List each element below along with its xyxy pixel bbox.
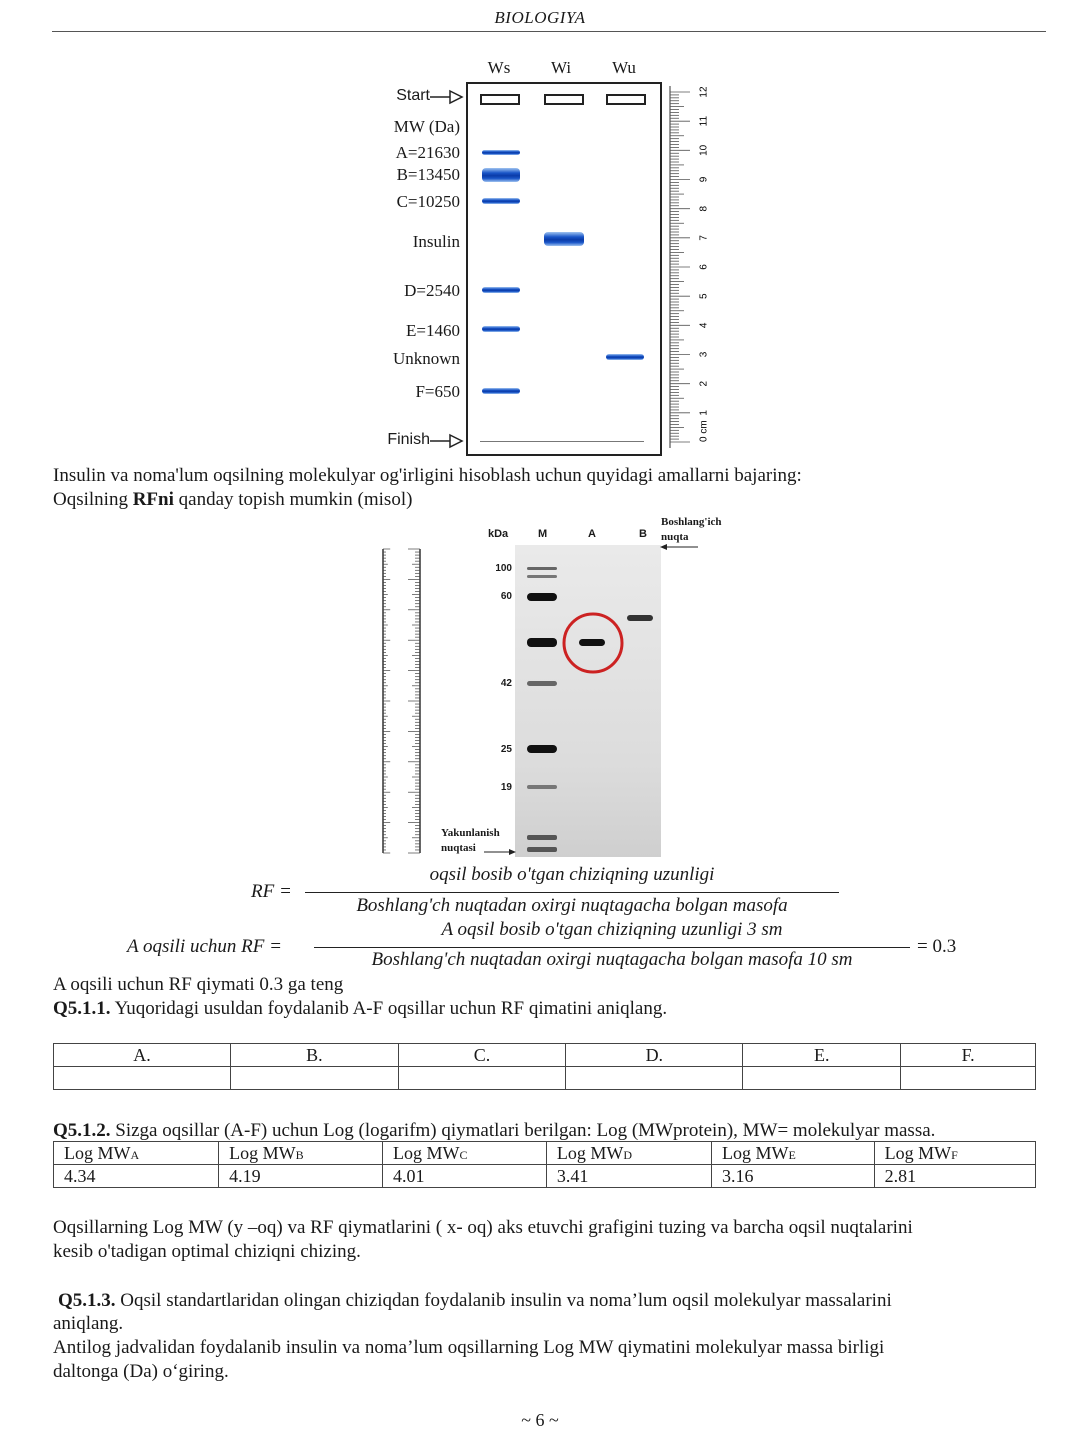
intro-line-1: Insulin va noma'lum oqsilning molekulyar og'irligini hisoblash uchun quyidagi amallarni bajaring: — [53, 465, 802, 486]
q512-text — [53, 1119, 935, 1143]
q511-body: Yuqoridagi usuldan foydalanib A-F oqsillar uchun RF qimatini aniqlang. — [110, 998, 668, 1019]
rf-col-e: E. — [743, 1044, 901, 1067]
q512-body: Sizga oqsillar (A-F) uchun Log (logarifm) qiymatlari berilgan: Log (MWprotein), MW= molekulyar massa. — [110, 1120, 936, 1141]
intro-line-2 — [53, 488, 412, 512]
a-rf-denominator: Boshlang'ch nuqtadan oxirgi nuqtagacha bolgan masofa 10 sm — [371, 949, 853, 970]
rf-denominator: Boshlang'ch nuqtadan oxirgi nuqtagacha bolgan masofa — [356, 895, 788, 916]
logmw-header-b: Log MWB — [219, 1142, 383, 1165]
q512-after-1: Oqsillarning Log MW (y –oq) va RF qiymatlarini ( x- oq) aks etuvchi grafigini tuzing va barcha oqsil nuqtalarini — [53, 1217, 913, 1238]
marker-label-d: D=2540 — [404, 281, 460, 300]
q513-body-2: aniqlang. — [53, 1313, 124, 1334]
header-rule — [52, 31, 1046, 32]
rf-table-input-row — [54, 1067, 1036, 1090]
m-band — [527, 847, 557, 852]
band-a — [482, 150, 520, 155]
logmw-value-c: 4.01 — [383, 1165, 547, 1188]
finish-label: Finish — [387, 431, 430, 448]
ruler-number: 10 — [698, 144, 710, 156]
rf-table-header — [54, 1044, 1036, 1067]
rf-col-b: B. — [231, 1044, 399, 1067]
start-arrow-icon — [430, 89, 466, 105]
well-wu — [606, 94, 646, 105]
marker-label-a: A=21630 — [395, 143, 460, 162]
rf-table — [53, 1043, 1036, 1090]
rf-col-f: F. — [901, 1044, 1036, 1067]
ruler-number: 4 — [698, 322, 710, 329]
m-band — [527, 835, 557, 840]
ruler-number: 7 — [698, 235, 710, 241]
ruler-number: 1 — [698, 410, 710, 416]
logmw-table — [53, 1141, 1036, 1188]
page-number: ~ 6 ~ — [521, 1410, 559, 1430]
q511-text — [53, 997, 667, 1021]
kda-42: 42 — [500, 678, 512, 689]
m-band — [527, 638, 557, 647]
m-band — [527, 575, 557, 578]
rf-note: A oqsili uchun RF qiymati 0.3 ga teng — [53, 974, 344, 995]
a-rf-result: = 0.3 — [917, 936, 957, 957]
well-wi — [544, 94, 584, 105]
band-e — [482, 326, 520, 332]
rf-input-e[interactable] — [743, 1067, 901, 1090]
q513-text — [58, 1289, 892, 1313]
m-band — [527, 785, 557, 789]
a-rf-lhs: A oqsili uchun RF = — [127, 936, 282, 957]
q513-body-1: Oqsil standartlaridan olingan chiziqdan foydalanib insulin va noma’lum oqsil molekulyar massalarini — [115, 1290, 892, 1311]
marker-label-c: C=10250 — [396, 192, 460, 211]
ruler-number: 9 — [698, 176, 710, 183]
m-band — [527, 745, 557, 753]
finish-line — [480, 441, 644, 442]
band-c — [482, 198, 520, 204]
marker-label-unknown: Unknown — [392, 349, 460, 368]
rf-input-c[interactable] — [398, 1067, 566, 1090]
rf-input-f[interactable] — [901, 1067, 1036, 1090]
ruler-number: 2 — [698, 380, 710, 387]
logmw-header-a: Log MWA — [54, 1142, 219, 1165]
start-label: Start — [396, 87, 430, 104]
page-header: BIOLOGIYA — [494, 8, 586, 27]
q512-label: Q5.1.2. — [53, 1120, 111, 1141]
band-insulin — [544, 232, 584, 246]
start-arrow-icon — [660, 542, 700, 552]
lane-b-label: B — [639, 528, 647, 540]
marker-label-b: B=13450 — [396, 165, 460, 184]
intro-line-2-post: qanday topish mumkin (misol) — [173, 489, 413, 510]
marker-label-e: E=1460 — [406, 321, 460, 340]
kda-label: kDa — [488, 528, 509, 540]
kda-19: 19 — [500, 782, 512, 793]
rf-input-b[interactable] — [231, 1067, 399, 1090]
rf-input-d[interactable] — [566, 1067, 743, 1090]
finish-arrow-icon — [430, 433, 466, 449]
band-d — [482, 287, 520, 293]
ruler-number: 5 — [698, 293, 710, 299]
a-rf-fraction-line — [314, 947, 910, 948]
lane-m-label: M — [538, 528, 548, 540]
intro-line-2-bold: RFni — [132, 489, 174, 510]
ruler-number: 3 — [698, 351, 710, 358]
highlight-circle-icon — [560, 610, 626, 676]
lane-label-ws: Ws — [487, 58, 511, 77]
m-band — [527, 593, 557, 601]
marker-label-f: F=650 — [415, 382, 460, 401]
logmw-value-f: 2.81 — [874, 1165, 1035, 1188]
end-arrow-icon — [484, 847, 516, 857]
rf-lhs: RF = — [251, 881, 292, 902]
q513-body-4: daltonga (Da) o‘giring. — [53, 1361, 229, 1382]
logmw-value-b: 4.19 — [219, 1165, 383, 1188]
m-band — [527, 567, 557, 570]
band-f — [482, 388, 520, 394]
a-rf-numerator: A oqsil bosib o'tgan chiziqning uzunligi 3 sm — [441, 919, 783, 940]
logmw-value-row — [54, 1165, 1036, 1188]
q513-label: Q5.1.3. — [58, 1290, 116, 1311]
band-b — [482, 168, 520, 182]
rf-col-a: A. — [54, 1044, 231, 1067]
q511-label: Q5.1.1. — [53, 998, 111, 1019]
logmw-value-d: 3.41 — [546, 1165, 711, 1188]
q513-body-3: Antilog jadvalidan foydalanib insulin va noma’lum oqsillarning Log MW qiymatini molekulyar massa birligi — [53, 1337, 885, 1358]
m-band — [527, 681, 557, 686]
kda-25: 25 — [500, 744, 512, 755]
mw-label: MW (Da) — [393, 117, 460, 136]
kda-100: 100 — [495, 563, 512, 574]
lane-label-wu: Wu — [612, 58, 636, 77]
logmw-header-row — [54, 1142, 1036, 1165]
rf-col-c: C. — [398, 1044, 566, 1067]
lane-label-wi: Wi — [550, 58, 572, 77]
ruler-number: 11 — [698, 115, 710, 127]
gel-photo-2 — [515, 545, 661, 857]
logmw-value-e: 3.16 — [712, 1165, 875, 1188]
intro-line-2-pre: Oqsilning — [53, 489, 133, 510]
logmw-header-c: Log MWC — [383, 1142, 547, 1165]
rf-numerator: oqsil bosib o'tgan chiziqning uzunligi — [429, 864, 715, 885]
logmw-header-d: Log MWD — [546, 1142, 711, 1165]
ruler-number: 6 — [698, 264, 710, 270]
ruler-icon — [380, 545, 424, 857]
well-ws — [480, 94, 520, 105]
lane-b-band — [627, 615, 653, 621]
logmw-value-a: 4.34 — [54, 1165, 219, 1188]
ruler-number: 12 — [698, 86, 710, 98]
ruler-number: 0 cm — [698, 420, 710, 442]
ruler-icon — [668, 80, 714, 450]
q512-after-2: kesib o'tadigan optimal chiziqni chizing. — [53, 1241, 361, 1262]
rf-fraction-line — [305, 892, 839, 893]
start-point-label: Boshlang'ich nuqta — [661, 516, 722, 543]
rf-col-d: D. — [566, 1044, 743, 1067]
ruler-number: 8 — [698, 205, 710, 212]
rf-input-a[interactable] — [54, 1067, 231, 1090]
marker-label-insulin: Insulin — [412, 232, 460, 251]
lane-a-label: A — [588, 528, 596, 540]
end-point-label: Yakunlanish nuqtasi — [441, 827, 500, 854]
gel-electrophoresis-1 — [466, 82, 662, 456]
logmw-header-e: Log MWE — [712, 1142, 875, 1165]
logmw-header-f: Log MWF — [874, 1142, 1035, 1165]
band-unknown — [606, 354, 644, 360]
kda-60: 60 — [500, 591, 512, 602]
